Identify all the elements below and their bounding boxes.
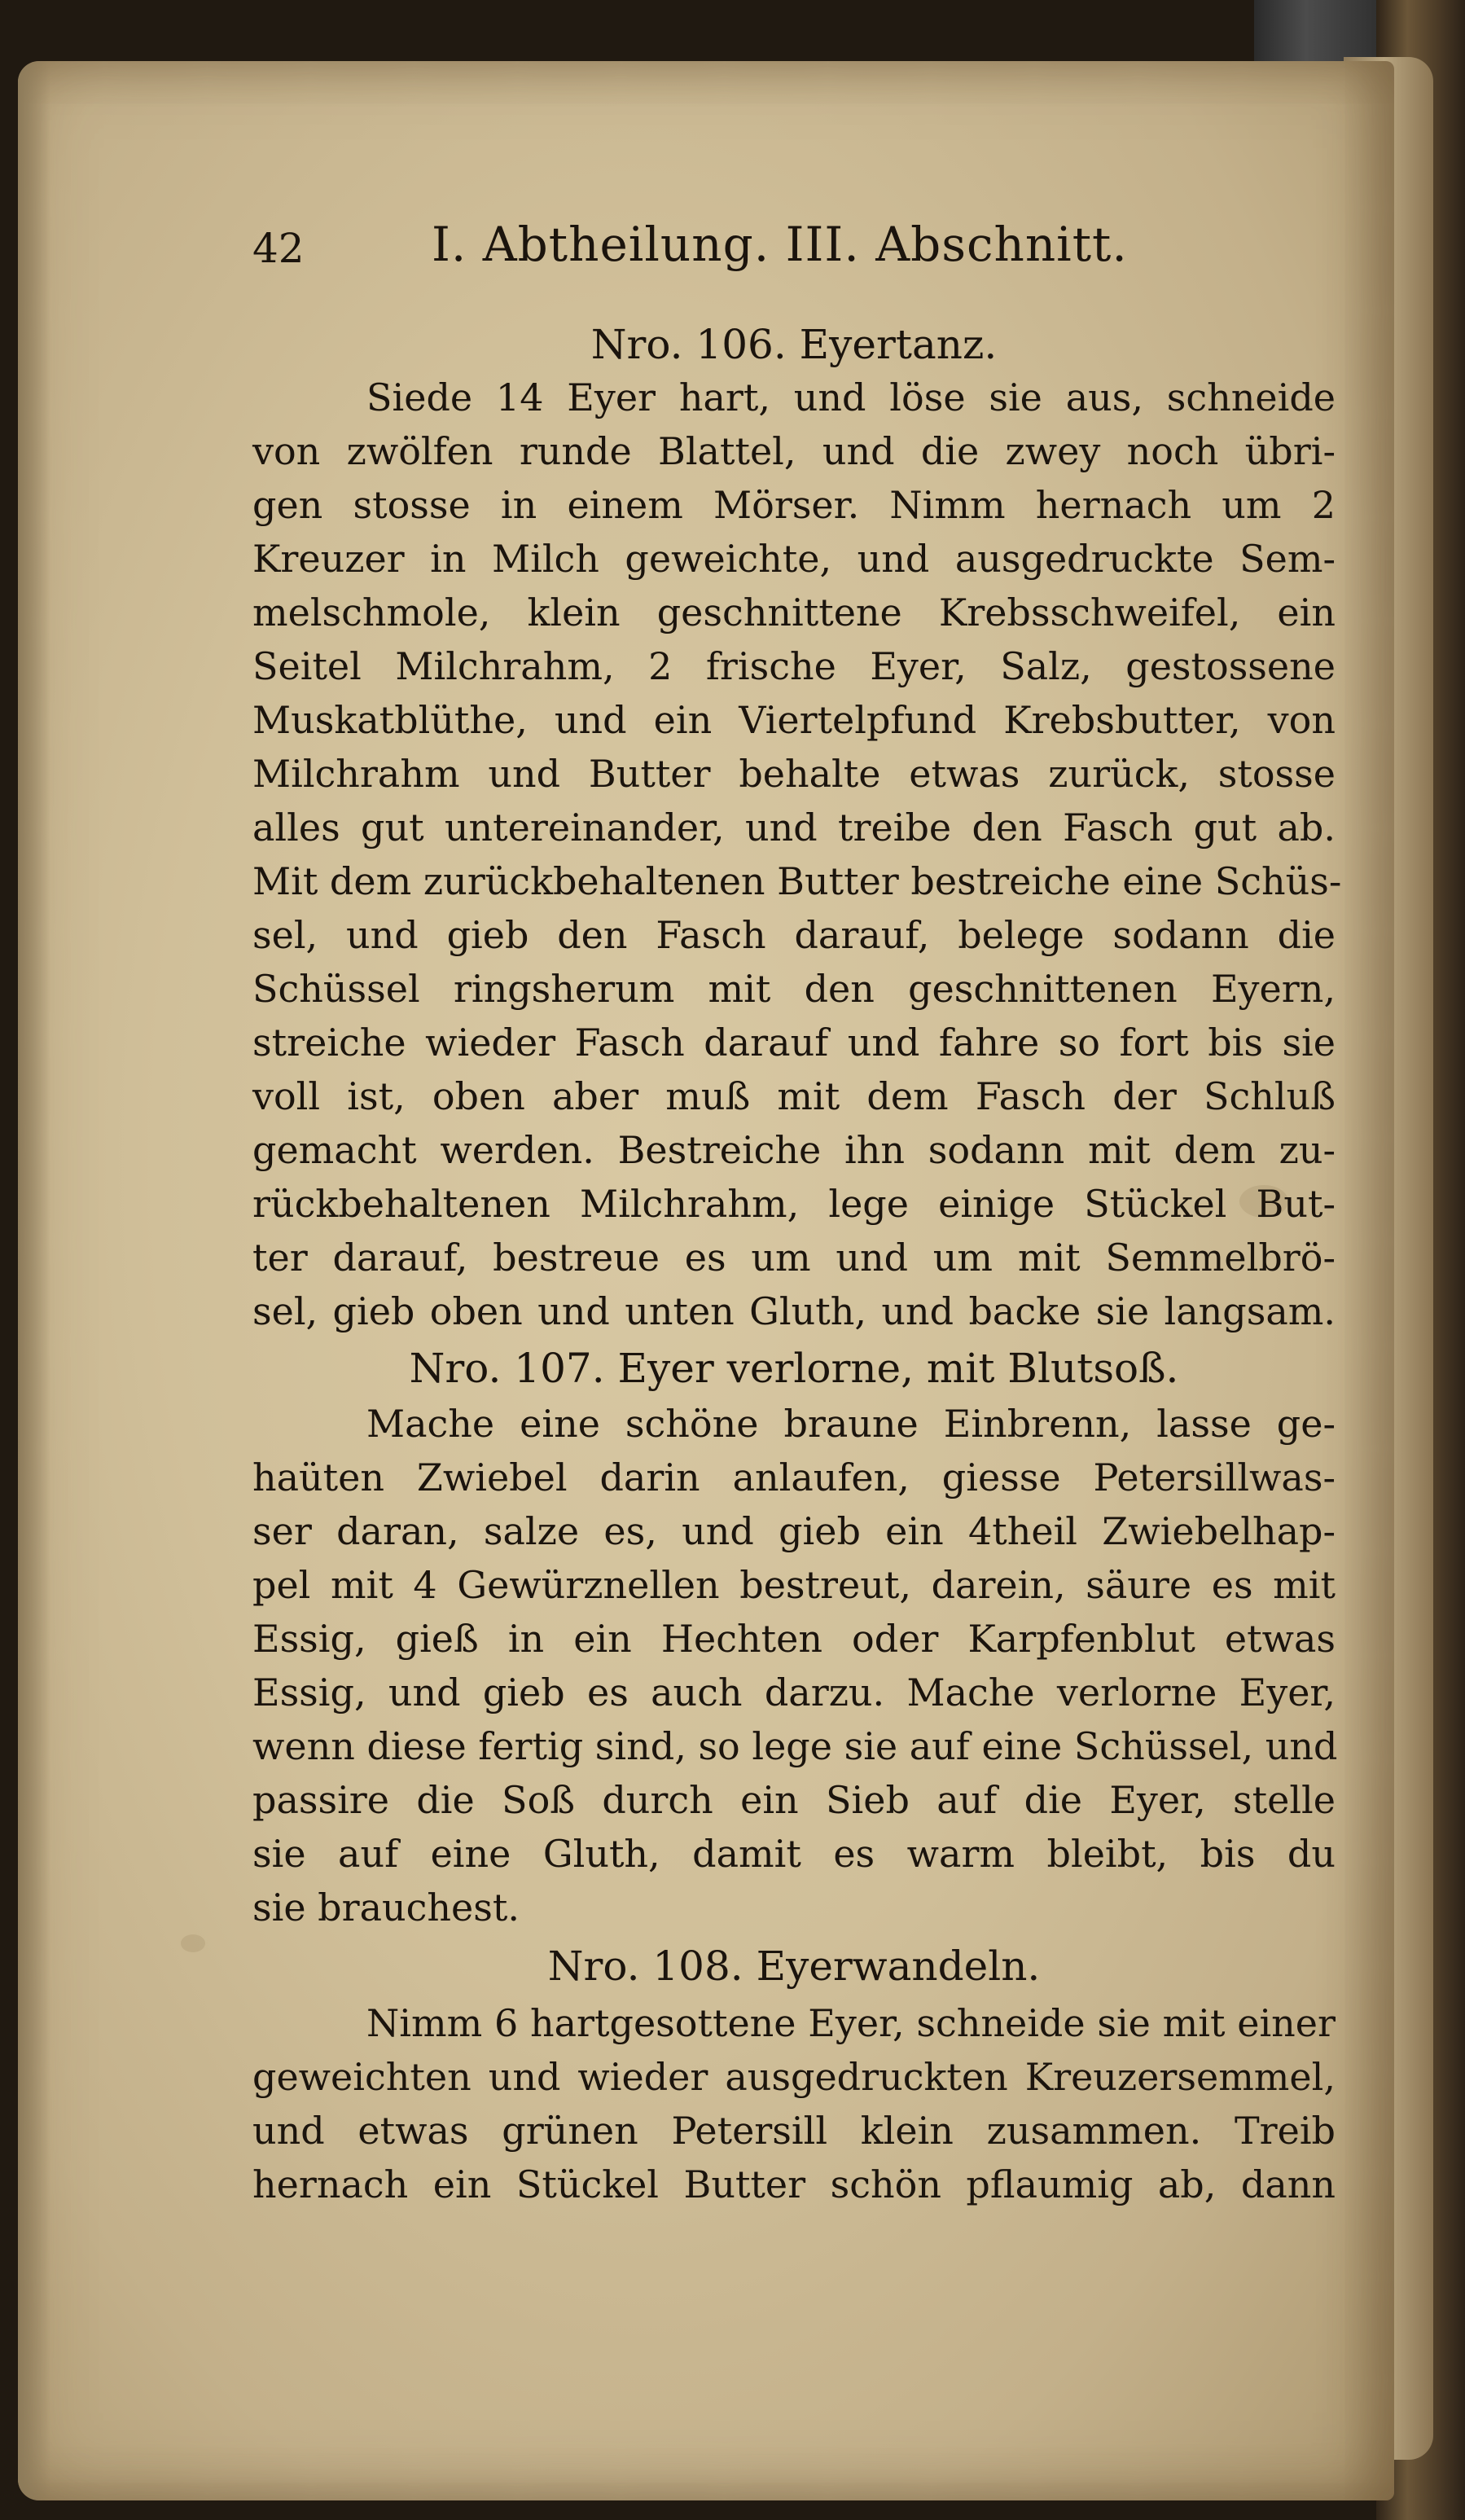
text-line: wenn diese fertig sind, so lege sie auf eine Schüssel, und <box>252 1724 1338 1768</box>
text-line: melschmole, klein geschnittene Krebsschweifel, ein <box>252 590 1336 634</box>
text-line: sel, und gieb den Fasch darauf, belege sodann die <box>252 913 1336 957</box>
recipe-heading-107: Nro. 107. Eyer verlorne, mit Blutsoß. <box>409 1345 1179 1392</box>
text-line: sie auf eine Gluth, damit es warm bleibt, bis du <box>252 1832 1336 1876</box>
page-number: 42 <box>252 225 305 272</box>
text-line: gemacht werden. Bestreiche ihn sodann mit dem zu- <box>252 1128 1336 1172</box>
text-line: ser daran, salze es, und gieb ein 4theil Zwiebelhap- <box>252 1509 1336 1553</box>
text-line: Essig, und gieb es auch darzu. Mache verlorne Eyer, <box>252 1670 1336 1714</box>
text-line: streiche wieder Fasch darauf und fahre so fort bis sie <box>252 1021 1336 1065</box>
text-line: ter darauf, bestreue es um und um mit Semmelbrö- <box>252 1236 1336 1280</box>
text-line: Siede 14 Eyer hart, und löse sie aus, schneide <box>366 375 1336 419</box>
text-line: Seitel Milchrahm, 2 frische Eyer, Salz, gestossene <box>252 644 1336 688</box>
text-line: passire die Soß durch ein Sieb auf die Eyer, stelle <box>252 1778 1336 1822</box>
recipe-heading-108: Nro. 108. Eyerwandeln. <box>547 1943 1041 1990</box>
text-line: Milchrahm und Butter behalte etwas zurück, stosse <box>252 752 1336 796</box>
text-line: pel mit 4 Gewürznellen bestreut, darein, säure es mit <box>252 1563 1336 1607</box>
text-line: geweichten und wieder ausgedruckten Kreuzersemmel, <box>252 2055 1336 2099</box>
text-line: und etwas grünen Petersill klein zusammen. Treib <box>252 2109 1336 2153</box>
text-line: sie brauchest. <box>252 1886 520 1930</box>
recipe-heading-106: Nro. 106. Eyertanz. <box>590 321 998 368</box>
text-line: Nimm 6 hartgesottene Eyer, schneide sie mit einer <box>366 2001 1336 2045</box>
text-line: gen stosse in einem Mörser. Nimm hernach um 2 <box>252 483 1336 527</box>
text-line: sel, gieb oben und unten Gluth, und backe sie langsam. <box>252 1289 1336 1333</box>
text-line: alles gut untereinander, und treibe den Fasch gut ab. <box>252 806 1336 850</box>
text-line: Mache eine schöne braune Einbrenn, lasse ge- <box>366 1402 1336 1446</box>
text-line: Kreuzer in Milch geweichte, und ausgedruckte Sem- <box>252 537 1336 581</box>
text-line: hernach ein Stückel Butter schön pflaumig ab, dann <box>252 2162 1336 2206</box>
text-line: voll ist, oben aber muß mit dem Fasch der Schluß <box>252 1074 1336 1118</box>
page-gutter <box>18 61 50 2500</box>
text-line: Schüssel ringsherum mit den geschnittenen Eyern, <box>252 967 1336 1011</box>
text-line: Mit dem zurückbehaltenen Butter bestreiche eine Schüs- <box>252 859 1342 903</box>
text-line: von zwölfen runde Blattel, und die zwey noch übri- <box>252 429 1336 473</box>
text-line: Essig, gieß in ein Hechten oder Karpfenblut etwas <box>252 1617 1336 1661</box>
text-line: Muskatblüthe, und ein Viertelpfund Krebsbutter, von <box>252 698 1336 742</box>
running-head: I. Abtheilung. III. Abschnitt. <box>432 217 1128 272</box>
paper-stain <box>181 1934 205 1952</box>
text-line: haüten Zwiebel darin anlaufen, giesse Petersillwas- <box>252 1455 1336 1499</box>
text-line: rückbehaltenen Milchrahm, lege einige Stückel But- <box>252 1182 1336 1226</box>
